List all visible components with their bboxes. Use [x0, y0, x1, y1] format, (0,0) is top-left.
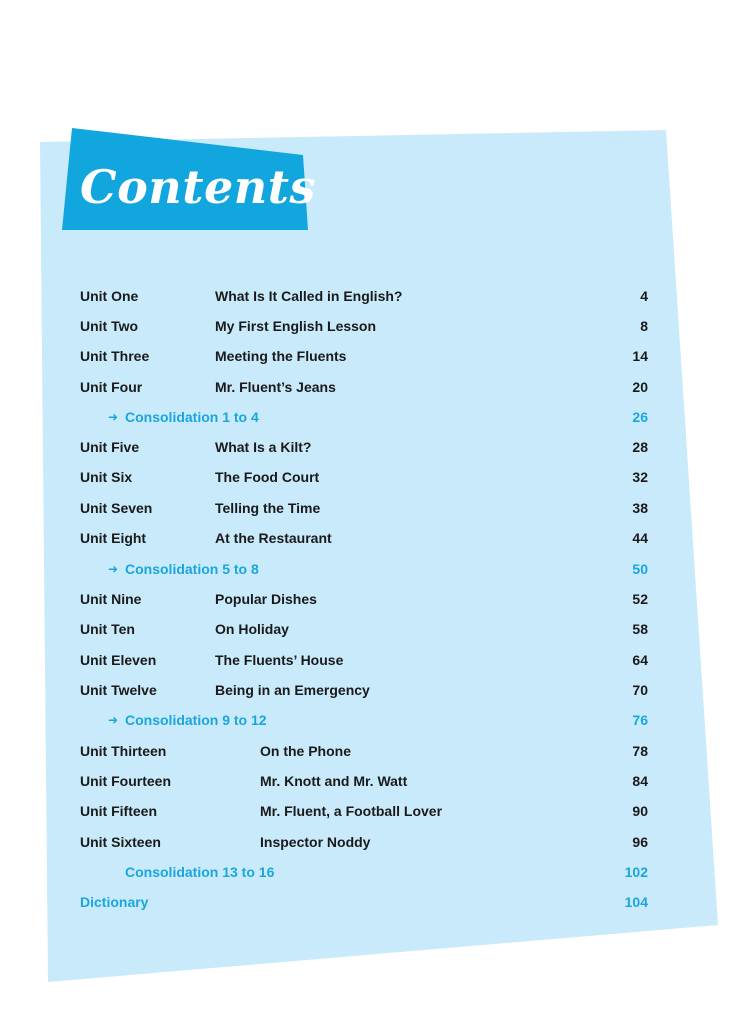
page-number: 52 [632, 591, 648, 607]
unit-label: Unit Fifteen [80, 803, 157, 819]
page-number: 102 [624, 864, 648, 880]
unit-label: Unit Six [80, 469, 133, 485]
toc-row-consolidation-9-12[interactable] [0, 710, 756, 730]
unit-label: Unit Twelve [80, 682, 157, 698]
toc-row-unit-ten[interactable] [0, 619, 756, 639]
toc-row-unit-six[interactable] [0, 467, 756, 487]
arrow-right-icon: ➜ [108, 713, 119, 727]
page-number: 28 [632, 439, 648, 455]
unit-title: On Holiday [215, 621, 289, 637]
page-number: 58 [632, 621, 648, 637]
unit-title: What Is a Kilt? [215, 439, 312, 455]
unit-title: Mr. Knott and Mr. Watt [260, 773, 408, 789]
unit-label: Unit Sixteen [80, 834, 161, 850]
unit-title: Being in an Emergency [215, 682, 370, 698]
page-number: 70 [632, 682, 648, 698]
unit-title: Inspector Noddy [260, 834, 371, 850]
unit-title: Mr. Fluent, a Football Lover [260, 803, 443, 819]
unit-title: Popular Dishes [215, 591, 317, 607]
toc-row-unit-thirteen[interactable] [0, 741, 756, 761]
toc-row-consolidation-13-16[interactable] [0, 862, 756, 882]
arrow-right-icon: ➜ [108, 562, 119, 576]
unit-title: At the Restaurant [215, 530, 332, 546]
page-number: 78 [632, 743, 648, 759]
unit-title: On the Phone [260, 743, 351, 759]
unit-label: Unit Nine [80, 591, 142, 607]
page-number: 14 [632, 348, 648, 364]
toc-row-unit-fifteen[interactable] [0, 801, 756, 821]
unit-title: Telling the Time [215, 500, 321, 516]
toc-row-consolidation-1-4[interactable] [0, 407, 756, 427]
page-number: 64 [632, 652, 648, 668]
dictionary-label: Dictionary [80, 894, 149, 910]
unit-label: Unit Five [80, 439, 140, 455]
toc-row-unit-twelve[interactable] [0, 680, 756, 700]
unit-title: The Fluents’ House [215, 652, 344, 668]
unit-label: Unit Thirteen [80, 743, 167, 759]
unit-label: Unit Four [80, 379, 143, 395]
unit-title: My First English Lesson [215, 318, 377, 334]
unit-title: The Food Court [215, 469, 320, 485]
toc-row-unit-eleven[interactable] [0, 650, 756, 670]
page-title: Contents [80, 160, 316, 214]
page-number: 76 [632, 712, 648, 728]
toc-row-unit-nine[interactable] [0, 589, 756, 609]
toc-row-unit-eight[interactable] [0, 528, 756, 548]
page-number: 84 [632, 773, 648, 789]
arrow-right-icon: ➜ [108, 410, 119, 424]
page-number: 50 [632, 561, 648, 577]
toc-row-unit-five[interactable] [0, 437, 756, 457]
page-number: 20 [632, 379, 648, 395]
toc-row-unit-sixteen[interactable] [0, 832, 756, 852]
consolidation-label: Consolidation 9 to 12 [125, 712, 267, 728]
toc-row-dictionary[interactable] [0, 892, 756, 912]
toc-row-unit-seven[interactable] [0, 498, 756, 518]
unit-label: Unit Eleven [80, 652, 157, 668]
unit-label: Unit Eight [80, 530, 147, 546]
consolidation-label: Consolidation 1 to 4 [125, 409, 259, 425]
consolidation-label: Consolidation 5 to 8 [125, 561, 259, 577]
toc-row-unit-four[interactable] [0, 377, 756, 397]
toc-row-unit-two[interactable] [0, 316, 756, 336]
page-number: 96 [632, 834, 648, 850]
unit-label: Unit Fourteen [80, 773, 171, 789]
unit-title: Meeting the Fluents [215, 348, 347, 364]
unit-title: Mr. Fluent’s Jeans [215, 379, 336, 395]
unit-label: Unit One [80, 288, 139, 304]
unit-label: Unit Ten [80, 621, 135, 637]
toc-row-consolidation-5-8[interactable] [0, 559, 756, 579]
page-number: 26 [632, 409, 648, 425]
toc-row-unit-fourteen[interactable] [0, 771, 756, 791]
toc-row-unit-one[interactable] [0, 286, 756, 306]
unit-label: Unit Seven [80, 500, 153, 516]
consolidation-label: Consolidation 13 to 16 [125, 864, 275, 880]
page-number: 38 [632, 500, 648, 516]
page-number: 90 [632, 803, 648, 819]
unit-label: Unit Three [80, 348, 150, 364]
toc-row-unit-three[interactable] [0, 346, 756, 366]
page-number: 4 [640, 288, 648, 304]
page-number: 32 [632, 469, 648, 485]
unit-title: What Is It Called in English? [215, 288, 403, 304]
unit-label: Unit Two [80, 318, 139, 334]
page-number: 44 [632, 530, 648, 546]
page-number: 104 [624, 894, 648, 910]
page-number: 8 [640, 318, 648, 334]
